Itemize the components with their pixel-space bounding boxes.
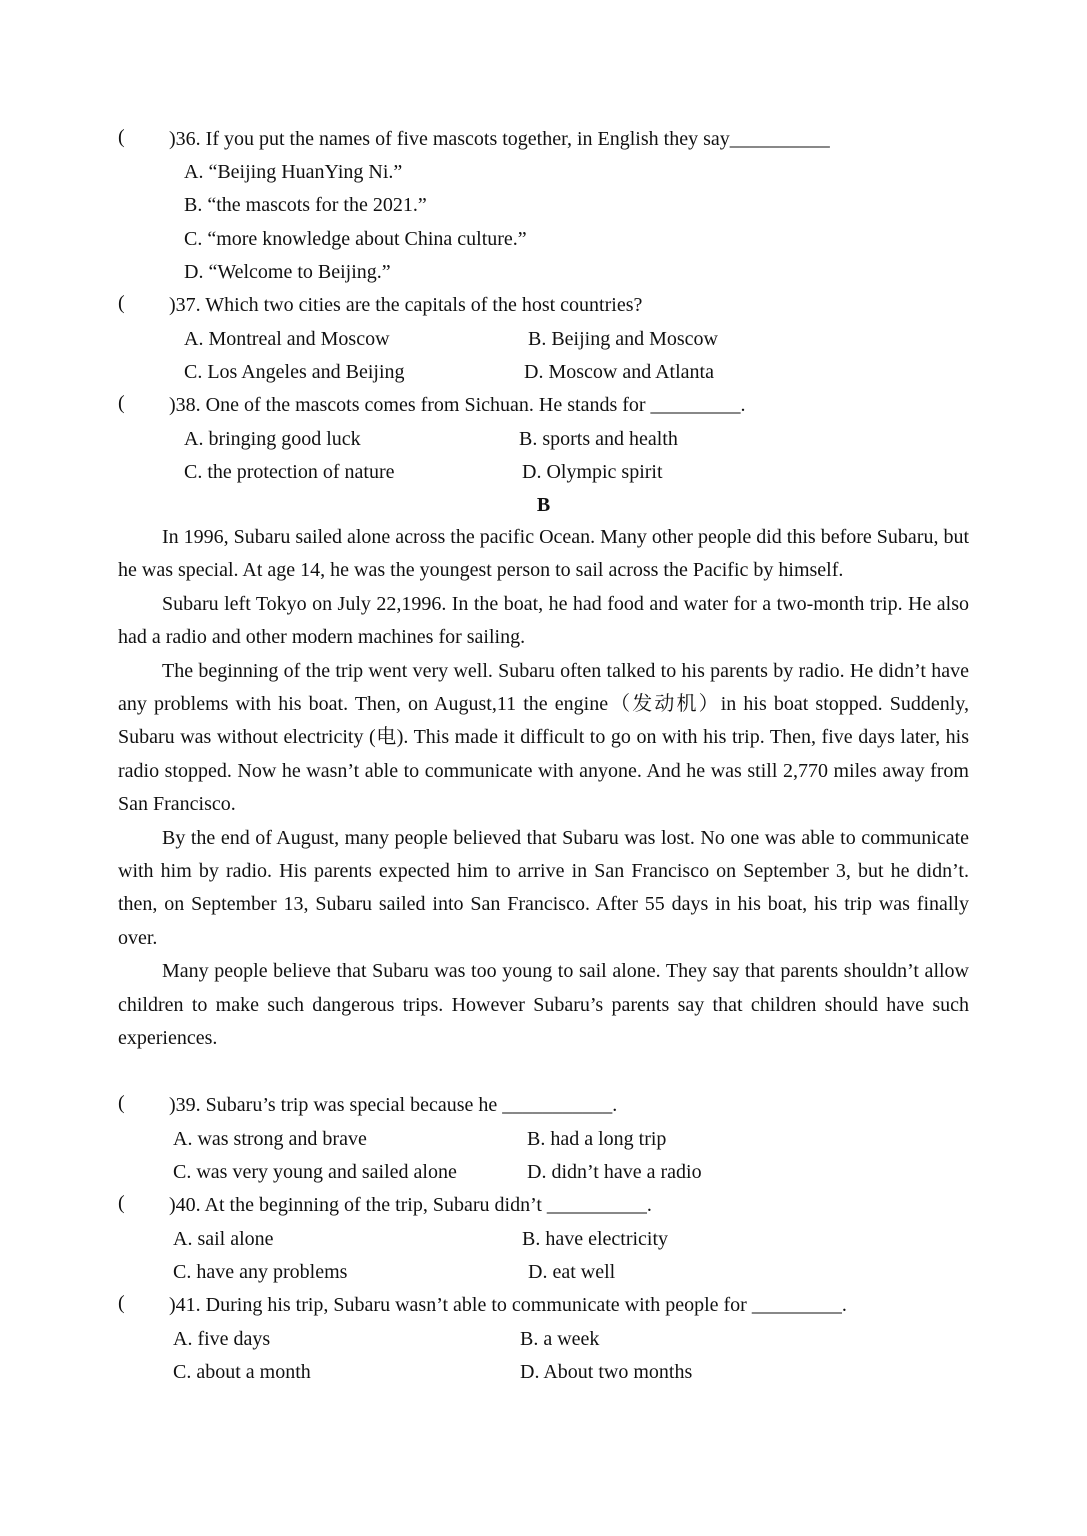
- q37-option-c: C. Los Angeles and Beijing: [184, 361, 405, 383]
- q39-option-d: D. didn’t have a radio: [527, 1161, 702, 1183]
- answer-bracket: (: [118, 1292, 125, 1314]
- question-36-stem: )36. If you put the names of five mascots together, in English they say__________: [169, 128, 830, 150]
- q40-option-d: D. eat well: [528, 1261, 616, 1283]
- q37-option-b: B. Beijing and Moscow: [528, 328, 718, 350]
- answer-bracket: (: [118, 392, 125, 414]
- passage-paragraph-3: The beginning of the trip went very well. Subaru often talked to his parents by radio. He didn’t have any problems with his boat. Then, on August,11 the engine（发动机）in his boat stopped. Suddenly, Subaru was without electricity (电). This made it difficult to go on with his trip. Then, five days later, his radio stopped. Now he wasn’t able to communicate with anyone. And he was still 2,770 miles away from San Francisco.: [118, 659, 969, 816]
- answer-bracket: (: [118, 126, 125, 148]
- passage-paragraph-2: Subaru left Tokyo on July 22,1996. In the boat, he had food and water for a two-month trip. He also had a radio and other modern machines for sailing.: [118, 592, 969, 649]
- reading-passage: [118, 521, 969, 1056]
- question-41-stem: )41. During his trip, Subaru wasn’t able to communicate with people for _________.: [169, 1294, 847, 1316]
- question-39-stem: )39. Subaru’s trip was special because he ___________.: [169, 1094, 618, 1116]
- q36-option-d: D. “Welcome to Beijing.”: [184, 261, 391, 283]
- q41-option-a: A. five days: [173, 1328, 271, 1350]
- q41-option-b: B. a week: [520, 1328, 600, 1350]
- q36-option-a: A. “Beijing HuanYing Ni.”: [184, 161, 403, 183]
- answer-bracket: (: [118, 1192, 125, 1214]
- answer-bracket: (: [118, 292, 125, 314]
- q41-option-c: C. about a month: [173, 1361, 311, 1383]
- q39-option-a: A. was strong and brave: [173, 1128, 367, 1150]
- q39-option-b: B. had a long trip: [527, 1128, 667, 1150]
- q37-option-d: D. Moscow and Atlanta: [524, 361, 714, 383]
- q40-option-b: B. have electricity: [522, 1228, 669, 1250]
- q41-option-d: D. About two months: [520, 1361, 693, 1383]
- q40-option-c: C. have any problems: [173, 1261, 348, 1283]
- q37-option-a: A. Montreal and Moscow: [184, 328, 390, 350]
- passage-paragraph-1: In 1996, Subaru sailed alone across the pacific Ocean. Many other people did this before Subaru, but he was special. At age 14, he was the youngest person to sail across the Pacific by himself.: [118, 526, 969, 582]
- q38-option-b: B. sports and health: [519, 428, 678, 450]
- q39-option-c: C. was very young and sailed alone: [173, 1161, 457, 1183]
- passage-paragraph-5: Many people believe that Subaru was too young to sail alone. They say that parents shouldn’t allow children to make such dangerous trips. However Subaru’s parents say that children should have such experiences.: [118, 960, 969, 1050]
- question-40-stem: )40. At the beginning of the trip, Subaru didn’t __________.: [169, 1194, 652, 1216]
- question-38-stem: )38. One of the mascots comes from Sichuan. He stands for _________.: [169, 394, 746, 416]
- q38-option-c: C. the protection of nature: [184, 461, 395, 483]
- answer-bracket: (: [118, 1092, 125, 1114]
- passage-paragraph-4: By the end of August, many people believed that Subaru was lost. No one was able to communicate with him by radio. His parents expected him to arrive in San Francisco on September 3, but he didn’t. then, on September 13, Subaru sailed into San Francisco. After 55 days in his boat, his trip was finally over.: [118, 826, 969, 949]
- q36-option-b: B. “the mascots for the 2021.”: [184, 194, 427, 216]
- q38-option-a: A. bringing good luck: [184, 428, 361, 450]
- question-37-stem: )37. Which two cities are the capitals of the host countries?: [169, 294, 643, 316]
- q38-option-d: D. Olympic spirit: [522, 461, 663, 483]
- section-b-title: B: [536, 494, 551, 516]
- q40-option-a: A. sail alone: [173, 1228, 274, 1250]
- q36-option-c: C. “more knowledge about China culture.”: [184, 228, 527, 250]
